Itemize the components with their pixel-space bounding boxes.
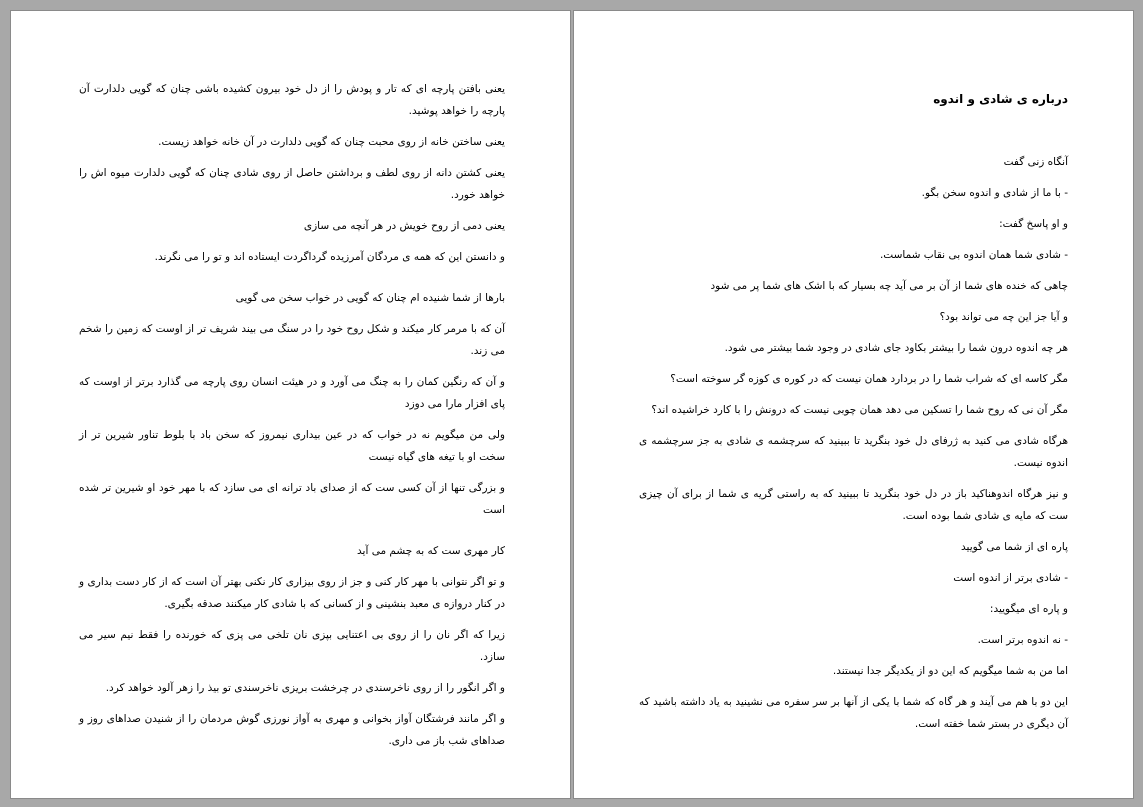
paragraph: و دانستن این که همه ی مردگان آمرزیده گرداگردت ایستاده اند و تو را می نگرند.: [154, 251, 505, 263]
page-right: [573, 10, 1134, 799]
paragraph: ولی من میگویم نه در خواب که در عین بیداری نیمروز که سخن باد با بلوط تناور شیرین تر از سخت او با تیغه های گیاه نیست: [79, 429, 505, 463]
page-left-text: [79, 78, 505, 761]
paragraph: یعنی بافتن پارچه ای که تار و پودش را از دل خود بیرون کشیده باشی چنان که گویی دلدارت آن پارچه را خواهد پوشید.: [79, 83, 505, 117]
paragraph: و نیز هرگاه اندوهناکید باز در دل خود بنگرید تا ببینید که به راستی گریه ی شما از برای آن چیزی ست که مایه ی شادی شما بوده است.: [639, 488, 1068, 522]
paragraph: - با ما از شادی و اندوه سخن بگو.: [921, 187, 1068, 199]
paragraph: یعنی دمی از روح خویش در هر آنچه می سازی: [303, 220, 505, 232]
paragraph: چاهی که خنده های شما از آن بر می آید چه بسیار که با اشک های شما پر می شود: [710, 280, 1068, 292]
paragraph: آن که با مرمر کار میکند و شکل روح خود را در سنگ می بیند شریف تر از اوست که زمین را شخم می زند.: [79, 323, 505, 357]
paragraph: یعنی کشتن دانه از روی لطف و برداشتن حاصل از روی شادی چنان که گویی دلدارت میوه اش را خواهد خورد.: [79, 167, 505, 201]
paragraph: یعنی ساختن خانه از روی محبت چنان که گویی دلدارت در آن خانه خواهد زیست.: [158, 136, 505, 148]
paragraph: مگر آن نی که روح شما را تسکین می دهد همان چوبی نیست که درونش را با کارد خراشیده اند؟: [651, 404, 1068, 416]
page-right-text: [639, 78, 1068, 744]
paragraph: و پاره ای میگویید:: [989, 603, 1068, 615]
paragraph: و بزرگی تنها از آن کسی ست که از صدای باد ترانه ای می سازد که با مهر خود او شیرین تر شده است: [79, 482, 505, 516]
paragraph: و آیا جز این چه می تواند بود؟: [939, 311, 1068, 323]
paragraph: و اگر مانند فرشتگان آواز بخوانی و مهری به آواز نورزی گوش مردمان را از شنیدن صداهای روز و صداهای شب باز می داری.: [79, 713, 505, 747]
paragraph: پاره ای از شما می گویید: [961, 541, 1068, 553]
paragraph: و آن که رنگین کمان را به چنگ می آورد و در هیئت انسان روی پارچه می گذارد برتر از اوست که پای افزار مارا می دوزد: [79, 376, 505, 410]
paragraph: و او پاسخ گفت:: [999, 218, 1068, 230]
paragraph: اما من به شما میگویم که این دو از یکدیگر جدا نیستند.: [832, 665, 1068, 677]
paragraph: هرگاه شادی می کنید به ژرفای دل خود بنگرید تا ببینید که سرچشمه ی شادی به جز سرچشمه ی اندوه نیست.: [639, 435, 1068, 469]
paragraph: - شادی شما همان اندوه بی نقاب شماست.: [879, 249, 1068, 261]
paragraph: این دو با هم می آیند و هر گاه که شما با یکی از آنها بر سر سفره می نشینید به یاد داشته باشید که آن دیگری در بستر شما خفته است.: [639, 696, 1068, 730]
paragraph: هر چه اندوه درون شما را بیشتر بکاود جای شادی در وجود شما بیشتر می شود.: [724, 342, 1068, 354]
paragraph: و تو اگر نتوانی با مهر کار کنی و جز از روی بیزاری کار نکنی بهتر آن است که از کار دست بداری و در کنار دروازه ی معبد بنشینی و از کسانی که با شادی کار میکنند صدقه بگیری.: [79, 576, 505, 610]
page-left: [10, 10, 571, 799]
paragraph: کار مهری ست که به چشم می آید: [357, 545, 505, 557]
paragraph: مگر کاسه ای که شراب شما را در بردارد همان نیست که در کوره ی کوزه گر سوخته است؟: [670, 373, 1068, 385]
paragraph: بارها از شما شنیده ام چنان که گویی در خواب سخن می گویی: [235, 292, 505, 304]
paragraph: زیرا که اگر نان را از روی بی اعتنایی بپزی نان تلخی می پزی که خورنده را فقط نیم سیر می سازد.: [79, 629, 505, 663]
paragraph: - نه اندوه برتر است.: [977, 634, 1068, 646]
paragraph: و اگر انگور را از روی ناخرسندی در چرخشت بریزی ناخرسندی تو بیذ را زهر آلود خواهد کرد.: [105, 682, 505, 694]
chapter-title: درباره ی شادی و اندوه: [933, 92, 1068, 106]
paragraph: آنگاه زنی گفت: [1003, 156, 1068, 168]
paragraph: - شادی برتر از اندوه است: [953, 572, 1068, 584]
